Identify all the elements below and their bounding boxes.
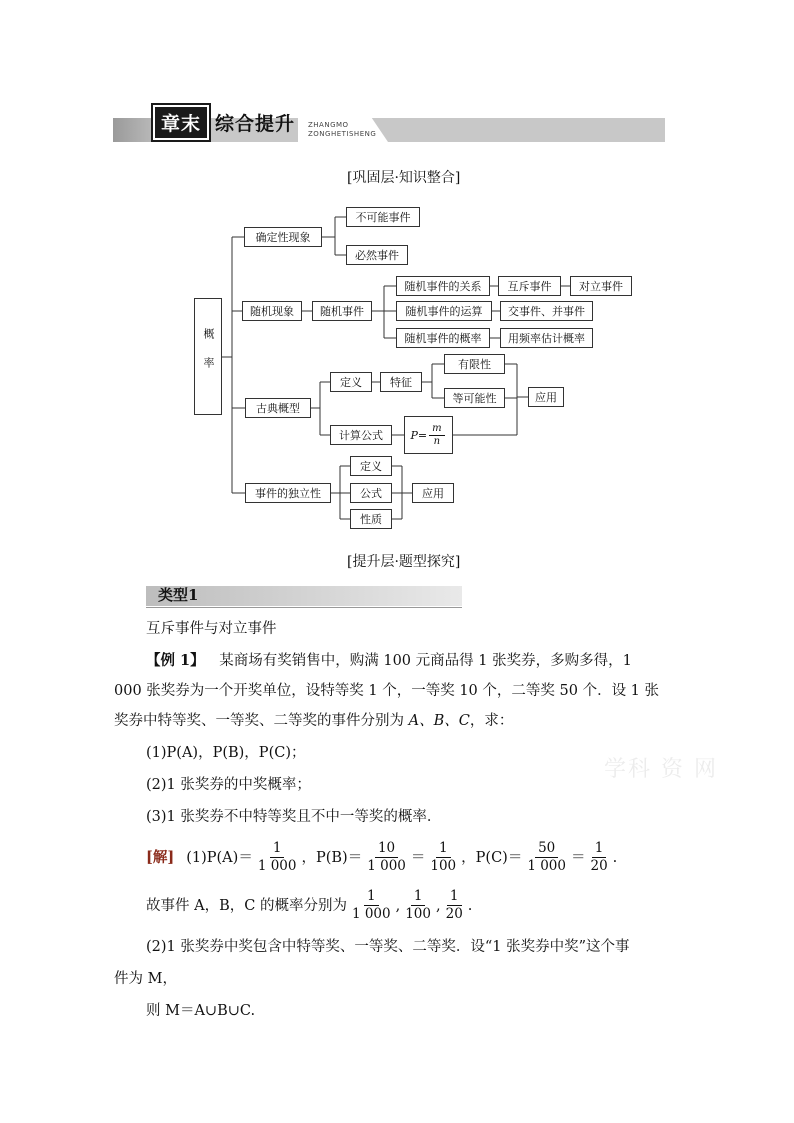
node-impossible-event: 不可能事件	[346, 207, 420, 227]
chapter-title-plain: 综合提升	[215, 112, 296, 135]
fraction-result-2	[402, 888, 434, 923]
node-event-relations: 随机事件的关系	[396, 276, 490, 296]
sol-summary-label: 故事件 A，B，C 的概率分别为	[146, 897, 347, 914]
type-label: 类型1	[158, 586, 199, 604]
period: .	[467, 897, 473, 914]
solution-line-2	[146, 888, 472, 923]
node-classical-model: 古典概型	[245, 398, 311, 418]
type-header-underline	[146, 607, 462, 608]
node-application-2: 应用	[412, 483, 454, 503]
comma: ,	[436, 897, 441, 914]
example-line-3	[114, 706, 513, 736]
node-application-1: 应用	[528, 387, 564, 407]
question-1: (1)P(A)，P(B)，P(C)；	[146, 745, 306, 761]
fraction-pC-1	[524, 840, 569, 875]
node-random-event: 随机事件	[312, 301, 372, 321]
solution-line-1	[146, 840, 617, 875]
example-text-3c: ，求：	[469, 713, 514, 729]
example-text-3a: 奖券中特等奖、一等奖、二等奖的事件分别为	[114, 713, 409, 729]
fraction-result-3	[443, 888, 466, 923]
frac-num: 1	[270, 840, 285, 858]
frac-num: 1	[411, 888, 426, 906]
node-equal-likelihood: 等可能性	[444, 388, 505, 408]
frac-num: 1	[364, 888, 379, 906]
equals-sign: ＝	[570, 849, 586, 866]
example-tag: 【例 1】	[146, 652, 205, 669]
frac-den: 20	[590, 858, 608, 874]
question-3: (3)1 张奖券不中特等奖且不中一等奖的概率．	[146, 809, 442, 825]
node-formula: 计算公式	[330, 425, 392, 445]
solution-line-5: 则 M＝A∪B∪C.	[146, 1003, 256, 1019]
sol-pA-label: (1)P(A)＝	[186, 849, 253, 866]
node-event-operations: 随机事件的运算	[396, 301, 492, 321]
node-intersection-union: 交事件、并事件	[500, 301, 593, 321]
frac-den: 1 000	[351, 906, 391, 922]
node-probability-root: 概率	[194, 298, 222, 415]
example-text-1: 某商场有奖销售中，购满 100 元商品得 1 张奖券，多购多得，1	[219, 653, 632, 669]
solution-tag: [解]	[146, 848, 175, 866]
solution-line-3: (2)1 张奖券中奖包含中特等奖、一等奖、二等奖．设“1 张奖券中奖”这个事	[146, 939, 630, 955]
sol-pB-label: ，P(B)＝	[301, 849, 363, 866]
frac-num: 50	[535, 840, 558, 858]
node-definition-1: 定义	[330, 372, 372, 392]
section-heading-explore: [提升层·题型探究]	[347, 554, 461, 570]
formula-p-label: P=	[410, 428, 428, 442]
frac-den: 1 000	[257, 858, 297, 874]
node-complementary: 对立事件	[570, 276, 632, 296]
node-frequency-estimate: 用频率估计概率	[500, 328, 593, 348]
frac-den: 1 000	[527, 858, 566, 874]
fraction-pA	[255, 840, 300, 875]
example-events: A、B、C	[408, 713, 470, 729]
node-deterministic: 确定性现象	[244, 227, 322, 247]
fraction-pC-2	[587, 840, 610, 875]
fraction-result-1	[349, 888, 394, 923]
node-definition-2: 定义	[350, 456, 392, 476]
fraction-pB-1	[364, 840, 409, 875]
frac-den: 20	[445, 906, 463, 922]
sol-pC-label: ，P(C)＝	[461, 849, 523, 866]
node-mutually-exclusive: 互斥事件	[498, 276, 561, 296]
node-independence: 事件的独立性	[245, 483, 331, 503]
formula-fraction	[429, 423, 444, 448]
chapter-title-boxed: 章末	[153, 105, 209, 140]
node-properties: 性质	[350, 509, 392, 529]
example-line-1	[146, 646, 632, 676]
node-formula-p	[404, 416, 453, 454]
question-2: (2)1 张奖券的中奖概率；	[146, 777, 311, 793]
period: .	[612, 849, 618, 866]
watermark: 学科 资 网	[604, 757, 718, 782]
frac-num: 1	[447, 888, 462, 906]
type-title: 互斥事件与对立事件	[146, 621, 277, 637]
pinyin-line-1: ZHANGMO	[308, 121, 349, 129]
pinyin-line-2: ZONGHETISHENG	[308, 130, 377, 138]
frac-den: 1 000	[367, 858, 406, 874]
node-finiteness: 有限性	[444, 354, 505, 374]
section-heading-consolidate: [巩固层·知识整合]	[347, 170, 461, 186]
frac-num: 10	[375, 840, 398, 858]
node-certain-event: 必然事件	[346, 245, 408, 265]
comma: ,	[395, 897, 401, 914]
formula-denominator: n	[433, 435, 441, 447]
frac-num: 1	[436, 840, 451, 858]
node-characteristics: 特征	[380, 372, 422, 392]
frac-den: 100	[405, 906, 431, 922]
solution-line-4: 件为 M，	[114, 971, 177, 987]
equals-sign: ＝	[410, 849, 426, 866]
node-random-phenomenon: 随机现象	[242, 301, 302, 321]
formula-numerator: m	[429, 423, 444, 436]
frac-num: 1	[592, 840, 607, 858]
node-formula-2: 公式	[350, 483, 392, 503]
frac-den: 100	[430, 858, 457, 874]
example-line-2: 000 张奖券为一个开奖单位，设特等奖 1 个，一等奖 10 个，二等奖 50 个．设 1 张	[114, 683, 660, 699]
fraction-pB-2	[427, 840, 459, 875]
node-event-probability: 随机事件的概率	[396, 328, 490, 348]
